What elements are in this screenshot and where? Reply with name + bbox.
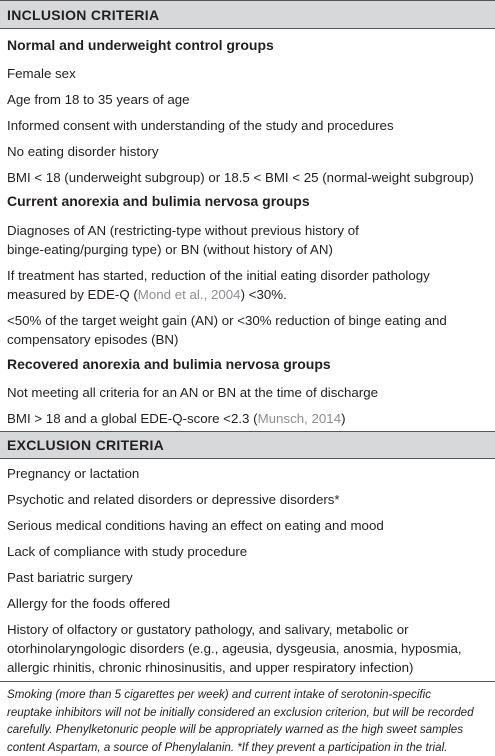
list-item: Allergy for the foods offered [7,596,171,611]
list-item: No eating disorder history [7,144,159,159]
list-item: Female sex [7,66,76,81]
list-item: Past bariatric surgery [7,570,133,585]
list-item: Pregnancy or lactation [7,466,140,481]
list-item: Age from 18 to 35 years of age [7,92,190,107]
list-item: BMI > 18 and a global EDE-Q-score <2.3 (Munsch, 2014) [7,411,346,426]
exclusion-header-rule [0,458,495,459]
list-item: Informed consent with understanding of the study and procedures [7,118,394,133]
group-title-recovered: Recovered anorexia and bulimia nervosa groups [7,356,331,372]
list-item: Lack of compliance with study procedure [7,544,248,559]
inclusion-header-rule [0,28,495,29]
citation: Mond et al., 2004 [137,287,241,302]
inclusion-header [0,1,495,28]
list-item: Serious medical conditions having an effect on eating and mood [7,518,384,533]
list-item: Diagnoses of AN (restricting-type without previous history of binge-eating/purging type) or BN (without history of AN) [7,223,359,257]
table-footnote: Smoking (more than 5 cigarettes per week) and current intake of serotonin-specific reuptake inhibitors will not be initially considered an exclusion criterion, but will be recorded carefully. Phenylketonuric people will be appropriately warned as the high sweet samples content Aspartam, a source of Phenylalanin. *If they prevent a participation in the trial. [7,688,474,754]
exclusion-header [0,432,495,458]
inclusion-header-label: INCLUSION CRITERIA [7,7,160,23]
group-title-current: Current anorexia and bulimia nervosa groups [7,193,310,209]
group-title-control: Normal and underweight control groups [7,37,274,53]
list-item: Psychotic and related disorders or depressive disorders* [7,492,340,507]
list-item: History of olfactory or gustatory pathology, and salivary, metabolic or otorhinolaryngologic disorders (e.g., ageusia, dysgeusia, anosmia, hyposmia, allergic rhinitis, chronic rhinosinusitis, and upper respiratory infection) [7,622,462,675]
list-item: BMI < 18 (underweight subgroup) or 18.5 < BMI < 25 (normal-weight subgroup) [7,170,474,185]
exclusion-header-label: EXCLUSION CRITERIA [7,437,165,453]
list-item: Not meeting all criteria for an AN or BN at the time of discharge [7,385,379,400]
list-item: <50% of the target weight gain (AN) or <30% reduction of binge eating and compensatory episodes (BN) [7,313,447,347]
citation: Munsch, 2014 [257,411,342,426]
list-item: If treatment has started, reduction of the initial eating disorder pathology measured by EDE-Q (Mond et al., 2004) <30%. [7,268,430,302]
bottom-rule [0,681,495,682]
